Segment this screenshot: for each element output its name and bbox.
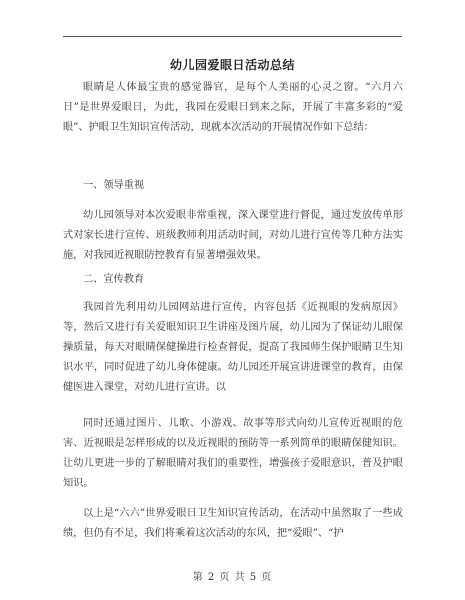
paragraph-intro: 眼睛是人体最宝贵的感觉器官，是每个人美丽的心灵之窗。“六月六日”是世界爱眼日，为此，我园在爱眼日到来之际，开展了丰富多彩的“爱眼”、护眼卫生知识宣传活动，现就本次活动的开展情况作如下总结： [63,82,403,133]
paragraph-education: 我园首先利用幼儿园网站进行宣传，内容包括《近视眼的发病原因》等，然后又进行有关爱眼知识卫生讲座及图片展，幼儿园为了保证幼儿眼保操质量，每天对眼睛保健操进行检查督促，提高了我园师生保护眼睛卫生知识水平，同时促进了幼儿身体健康。幼儿园还开展宣讲进课堂的教育，由保健医进入课堂，对幼儿进行宣讲。以 [63,302,403,393]
paragraph-conclusion: 以上是“六六”世界爱眼日卫生知识宣传活动，在活动中虽然取了一些成绩，但仍有不足，我们将乘着这次活动的东风，把“爱眼”、“护 [63,508,403,539]
section-heading-education: 二、宣传教育 [83,274,145,285]
page-number: 第 2 页 共 5 页 [192,572,273,583]
paragraph-leadership: 幼儿园领导对本次爱眼非常重视，深入课堂进行督促，通过发放传单形式对家长进行宣传、班级教师利用活动时间，对幼儿进行宣传等几种方法实施，对我园近视眼防控教育有显著增强效果。 [63,210,403,261]
header-divider [63,36,402,37]
paragraph-methods: 同时还通过图片、儿歌、小游戏、故事等形式向幼儿宣传近视眼的危害、近视眼是怎样形成的以及近视眼的预防等一系列简单的眼睛保健知识。让幼儿更进一步的了解眼睛对我们的重要性，增强孩子爱眼意识，普及护眼知识。 [63,418,403,489]
section-heading-leadership: 一、领导重视 [83,180,145,191]
document-title: 幼儿园爱眼日活动总结 [169,58,295,72]
